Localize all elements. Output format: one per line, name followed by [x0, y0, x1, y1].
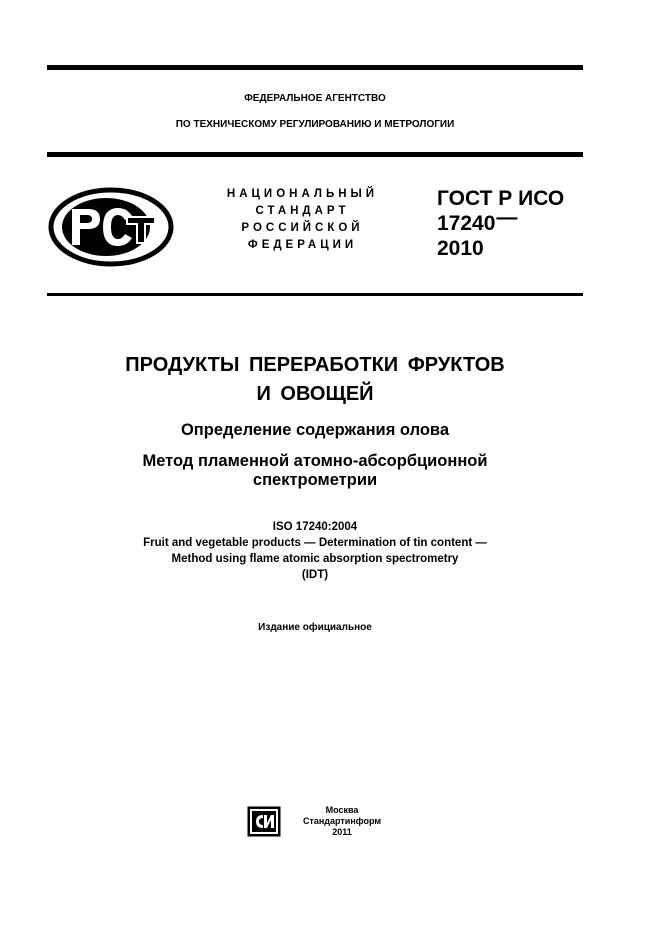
- title-line2: И ОВОЩЕЙ: [256, 383, 374, 405]
- national-line2: СТАНДАРТ: [255, 205, 350, 217]
- standartinform-logo-icon: [247, 806, 281, 837]
- designation-year: 2010: [437, 237, 484, 260]
- title-line1: ПРОДУКТЫ ПЕРЕРАБОТКИ ФРУКТОВ: [125, 354, 505, 376]
- publisher-city: Москва: [325, 805, 359, 815]
- edition-note: Издание официальное: [258, 622, 372, 633]
- designation-line1: ГОСТ Р ИСО: [437, 187, 565, 210]
- header-rule: [47, 152, 583, 157]
- iso-equivalence: (IDT): [301, 569, 329, 581]
- agency-name-line2: ПО ТЕХНИЧЕСКОМУ РЕГУЛИРОВАНИЮ И МЕТРОЛОГИИ: [175, 119, 455, 130]
- designation-number: 17240: [437, 212, 496, 235]
- iso-title-line2: Method using flame atomic absorption spectrometry: [171, 553, 459, 565]
- publisher-imprint: [287, 805, 397, 838]
- publisher-name: Стандартинформ: [302, 816, 382, 826]
- national-standard-label: [200, 186, 405, 254]
- subtitle-determination: Определение содержания олова: [180, 421, 450, 439]
- iso-title-line1: Fruit and vegetable products — Determination of tin content —: [143, 537, 487, 549]
- iso-reference: [47, 519, 583, 583]
- national-line4: ФЕДЕРАЦИИ: [247, 239, 358, 251]
- subtitle-method: [47, 452, 583, 490]
- rst-mark-icon: [48, 187, 174, 267]
- section-rule: [47, 293, 583, 296]
- document-title: [47, 351, 583, 409]
- iso-number: ISO 17240:2004: [272, 521, 358, 533]
- top-rule: [47, 65, 583, 70]
- standard-designation: [437, 186, 564, 261]
- agency-name-line1: ФЕДЕРАЛЬНОЕ АГЕНТСТВО: [244, 93, 386, 104]
- national-line3: РОССИЙСКОЙ: [241, 222, 364, 234]
- subtitle-method-line2: спектрометрии: [252, 471, 378, 489]
- national-line1: НАЦИОНАЛЬНЫЙ: [226, 188, 379, 200]
- publisher-year: 2011: [332, 827, 352, 837]
- designation-dash: —: [496, 206, 518, 229]
- subtitle-method-line1: Метод пламенной атомно-абсорбционной: [142, 452, 488, 470]
